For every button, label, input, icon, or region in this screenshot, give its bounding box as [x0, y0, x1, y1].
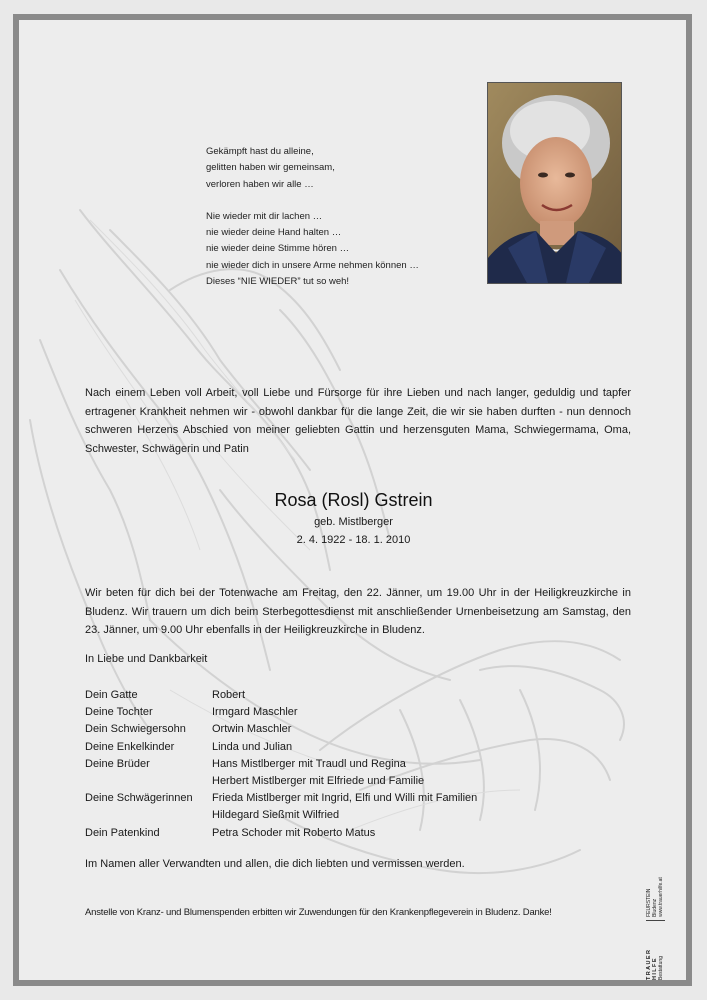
- family-relation: Deine Schwägerinnen: [85, 792, 193, 805]
- family-row: [85, 739, 605, 756]
- poem-line: Nie wieder mit dir lachen …: [206, 210, 323, 222]
- family-names: Ortwin Maschler: [212, 723, 292, 736]
- brand-sub: Bestattung: [658, 956, 665, 980]
- brand-line2: www.trauerhilfe.at: [658, 877, 665, 917]
- family-relation: Dein Schwiegersohn: [85, 723, 186, 736]
- life-dates: 2. 4. 1922 - 18. 1. 2010: [296, 534, 411, 546]
- family-names: Irmgard Maschler: [212, 706, 298, 719]
- deceased-name: Rosa (Rosl) Gstrein: [274, 490, 433, 510]
- family-names: Petra Schoder mit Roberto Matus: [212, 826, 376, 839]
- family-names: Linda und Julian: [212, 740, 293, 753]
- family-row: [85, 721, 605, 738]
- family-list: [85, 687, 605, 842]
- brand-line1: FEURSTEIN Bludenz: [646, 888, 659, 917]
- portrait-photo: [487, 82, 622, 284]
- service-text: Wir beten für dich bei der Totenwache am Freitag, den 22. Jänner, um 19.00 Uhr in der Heiligkreuzkirche in Bludenz. Wir trauern um dich beim Sterbegottesdienst mit anschließender Urnenbeisetzung am Samstag, den 23. Jänner, um 9.00 Uhr ebenfalls in der Heiligkreuzkirche in Bludenz.: [85, 587, 631, 636]
- family-relation: [85, 807, 212, 824]
- family-row: [85, 756, 605, 773]
- family-relation: Dein Gatte: [85, 689, 138, 701]
- family-relation: Deine Tochter: [85, 706, 153, 719]
- poem: [206, 144, 486, 290]
- family-relation: Deine Enkelkinder: [85, 740, 175, 753]
- intro-text: Nach einem Leben voll Arbeit, voll Liebe und Fürsorge für ihre Lieben und nach langer, geduldig und tapfer ertragener Krankheit nehmen wir - obwohl dankbar für die lange Zeit, die wir sie haben durften - nun dennoch schweren Herzens Abschied von meiner geliebten Gattin und herzensguten Mama, Schwiegermama, Oma, Schwester, Schwägerin und Patin: [85, 387, 631, 455]
- closing-line: Im Namen aller Verwandten und allen, die dich liebten und vermissen werden.: [85, 858, 465, 870]
- family-row: [85, 704, 605, 721]
- family-names: Frieda Mistlberger mit Ingrid, Elfi und Willi mit Familien: [212, 792, 478, 805]
- poem-line: Dieses “NIE WIEDER” tut so weh!: [206, 276, 350, 288]
- donation-note: Anstelle von Kranz- und Blumenspenden erbitten wir Zuwendungen für den Krankenpflegeverein in Bludenz. Danke!: [85, 907, 552, 918]
- poem-line: gelitten haben wir gemeinsam,: [206, 162, 335, 174]
- family-row: [85, 687, 605, 704]
- family-names: Robert: [212, 689, 246, 701]
- poem-line: verloren haben wir alle …: [206, 178, 314, 190]
- family-row: [85, 825, 605, 842]
- family-row: [85, 790, 605, 807]
- brand-name: TRAUER HILFE: [646, 948, 659, 980]
- family-names: Hans Mistlberger mit Traudl und Regina: [212, 757, 406, 770]
- family-row: [85, 773, 605, 790]
- poem-line: nie wieder deine Hand halten …: [206, 227, 342, 239]
- poem-line: Gekämpft hast du alleine,: [206, 146, 314, 157]
- family-relation: [85, 773, 212, 790]
- thanks-line: In Liebe und Dankbarkeit: [85, 653, 208, 665]
- family-names: Hildegard Sießmit Wilfried: [212, 809, 340, 822]
- poem-line: nie wieder dich in unsere Arme nehmen können …: [206, 259, 419, 271]
- maiden-name: geb. Mistlberger: [314, 516, 393, 528]
- family-row: [85, 807, 605, 824]
- funeral-home-logo: [646, 870, 665, 980]
- family-relation: Dein Patenkind: [85, 826, 160, 839]
- family-names: Herbert Mistlberger mit Elfriede und Familie: [212, 775, 425, 788]
- family-relation: Deine Brüder: [85, 757, 150, 770]
- poem-line: nie wieder deine Stimme hören …: [206, 243, 350, 255]
